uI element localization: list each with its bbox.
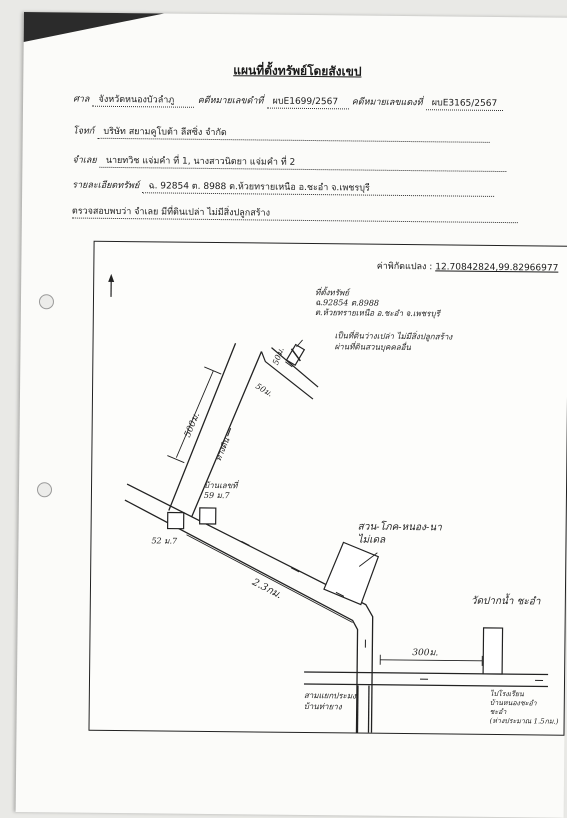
scan-corner-shadow bbox=[24, 12, 164, 43]
black-case-value: ผบE1699/2567 bbox=[267, 94, 349, 110]
junction-marker bbox=[168, 513, 184, 529]
plot-note-line: ต.ห้วยทรายเหนือ อ.ชะอำ จ.เพชรบุรี bbox=[315, 308, 440, 319]
inspection-row bbox=[72, 204, 518, 224]
bottom-road-edge-bottom bbox=[304, 684, 548, 687]
inspection-value: ตรวจสอบพบว่า จำเลย มีที่ดินเปล่า ไม่มีสิ่งปลูกสร้าง bbox=[72, 204, 518, 224]
plot-note-line: ที่ตั้งทรัพย์ bbox=[315, 288, 440, 299]
map-frame bbox=[88, 241, 567, 736]
side-road-distance-label: 500ม. bbox=[180, 410, 203, 439]
plot-description-note bbox=[334, 330, 452, 353]
farmland-building bbox=[324, 542, 379, 605]
bottom-road-edge-top bbox=[304, 672, 548, 675]
house-label-line: บ้านเลขที่ bbox=[204, 481, 238, 491]
farmland-label bbox=[357, 521, 441, 548]
court-value: จังหวัดหนองบัวลำภู bbox=[92, 92, 194, 108]
court-row bbox=[73, 92, 503, 112]
red-case-value: ผบE3165/2567 bbox=[426, 95, 504, 111]
plot-desc-line: เป็นที่ดินว่างเปล่า ไม่มีสิ่งปลูกสร้าง bbox=[335, 330, 453, 342]
temple-label: วัดปากน้ำ ชะอำ bbox=[471, 594, 541, 610]
plot-location-note bbox=[315, 288, 440, 319]
north-arrowhead-icon bbox=[108, 274, 114, 282]
bottom-distance-label: 300ม. bbox=[412, 645, 438, 659]
direction-note-line: ชะอำ bbox=[490, 708, 559, 718]
property-label: รายละเอียดทรัพย์ bbox=[72, 181, 139, 192]
side-road-name-label: ทางดิน bbox=[212, 436, 233, 463]
direction-note-line: (ห่างประมาณ 1.5กม.) bbox=[490, 717, 559, 727]
plot-note-line: ฉ.92854 ต.8988 bbox=[315, 298, 440, 309]
defendant-row bbox=[72, 153, 507, 173]
measure-tick bbox=[167, 456, 184, 463]
junction-label: 52 ม.7 bbox=[151, 534, 177, 547]
direction-note-line: บ้านหนองชะอำ bbox=[490, 699, 559, 709]
plaintiff-value: บริษัท สยามคูโบต้า ลีสซิ่ง จำกัด bbox=[97, 124, 489, 143]
coordinate-value: 12.70842824,99.82966977 bbox=[435, 262, 558, 273]
property-value: ฉ. 92854 ต. 8988 ต.ห้วยทรายเหนือ อ.ชะอำ จ.เพชรบุรี bbox=[142, 178, 494, 197]
house-label bbox=[204, 481, 238, 501]
main-road-distance-label: 2.3กม. bbox=[249, 575, 284, 603]
coordinate-label: ค่าพิกัดแปลง : bbox=[377, 262, 433, 273]
plot-depth-label: 50ม. bbox=[253, 380, 275, 400]
junction-bottom-label bbox=[304, 690, 356, 713]
document-sheet bbox=[16, 12, 567, 818]
farmland-label-line: ไม่เดล bbox=[357, 534, 441, 548]
house-label-line: 59 ม.7 bbox=[204, 491, 238, 501]
junction-bottom-line: บ้านท่ายาง bbox=[304, 701, 356, 713]
plot-width-label: 50ม. bbox=[269, 345, 288, 366]
red-case-label: คดีหมายเลขแดงที่ bbox=[352, 97, 423, 108]
black-case-label: คดีหมายเลขดำที่ bbox=[198, 96, 264, 107]
punch-hole-bottom bbox=[37, 482, 52, 497]
plaintiff-label: โจทก์ bbox=[73, 127, 95, 137]
plot-pointer bbox=[297, 340, 303, 347]
temple-marker bbox=[483, 628, 502, 674]
punch-hole-top bbox=[39, 294, 54, 309]
measure-line-300 bbox=[380, 660, 482, 661]
plaintiff-row bbox=[73, 124, 490, 143]
document-title: แผนที่ตั้งทรัพย์โดยสังเขป bbox=[23, 59, 567, 84]
junction-bottom-line: สามแยกประมง bbox=[304, 690, 356, 702]
farmland-label-line: สวน-โภค-หนอง-นา bbox=[358, 521, 442, 535]
defendant-value: นายทวิช แจ่มคำ ที่ 1, นางสาวนิตยา แจ่มคำ ที่ 2 bbox=[100, 153, 507, 172]
direction-note bbox=[490, 690, 559, 727]
plot-desc-line: ผ่านที่ดินสวนบุคคลอื่น bbox=[334, 341, 452, 353]
house-marker bbox=[200, 508, 216, 524]
court-label: ศาล bbox=[73, 95, 89, 105]
property-row bbox=[72, 178, 494, 197]
direction-note-line: ไปโรงเรียน bbox=[490, 690, 559, 700]
defendant-label: จำเลย bbox=[72, 156, 96, 166]
